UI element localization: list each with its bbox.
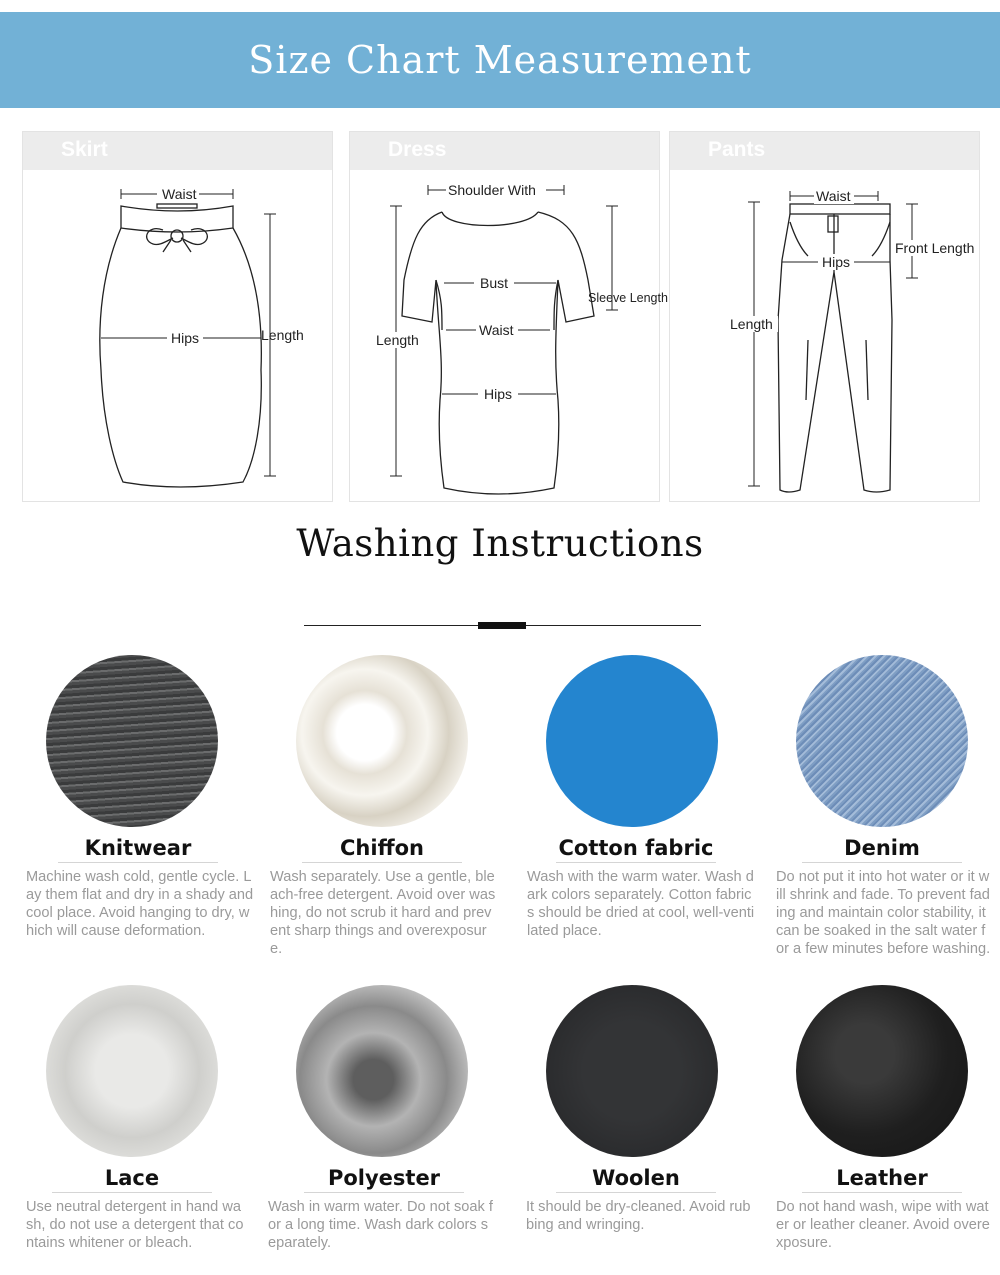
dress-bust-label: Bust xyxy=(480,275,509,291)
leather-swatch-icon xyxy=(796,985,968,1157)
dress-sleeve-label: Sleeve Length xyxy=(588,291,668,305)
dress-hips-label: Hips xyxy=(484,386,513,402)
denim-swatch-icon xyxy=(796,655,968,827)
fabric-description: Machine wash cold, gentle cycle. Lay them flat and dry in a shady and cool place. Avoid hanging to dry, which will cause deformation. xyxy=(26,869,254,939)
dress-length-label: Length xyxy=(376,332,419,348)
fabric-description: Wash with the warm water. Wash dark colors separately. Cotton fabrics should be dried at cool, well-ventilated place. xyxy=(527,869,755,939)
dress-diagram xyxy=(350,170,668,502)
chiffon-swatch-icon xyxy=(296,655,468,827)
dress-waist-label: Waist xyxy=(479,322,514,338)
size-chart-dress xyxy=(349,131,668,502)
section-divider-mark xyxy=(478,622,526,629)
fabric-name: Woolen xyxy=(556,1166,716,1193)
fabric-description: Wash in warm water. Do not soak for a long time. Wash dark colors separately. xyxy=(268,1199,493,1251)
skirt-hips-label: Hips xyxy=(171,330,200,346)
pants-front-length-label: Front Length xyxy=(895,240,975,256)
tab-skirt: Skirt xyxy=(23,132,332,170)
fabric-name: Chiffon xyxy=(302,836,462,863)
size-chart-skirt xyxy=(22,131,333,502)
knitwear-swatch-icon xyxy=(46,655,218,827)
skirt-diagram xyxy=(23,170,332,502)
tab-dress: Dress xyxy=(350,132,659,170)
skirt-waist-label: Waist xyxy=(162,186,197,202)
fabric-description: Wash separately. Use a gentle, bleach-free detergent. Avoid over washing, do not scrub it hard and prevent sharp things and overexposure. xyxy=(270,869,496,957)
fabric-name: Denim xyxy=(802,836,962,863)
pants-length-label: Length xyxy=(730,316,773,332)
fabric-description: Do not put it into hot water or it will shrink and fade. To prevent fading and maintain color stability, it can be soaked in the salt water for a few minutes before washing. xyxy=(776,869,991,957)
header-banner xyxy=(0,12,1000,108)
fabric-description: Do not hand wash, wipe with water or leather cleaner. Avoid overexposure. xyxy=(776,1199,990,1251)
fabric-name: Lace xyxy=(52,1166,212,1193)
fabric-name: Cotton fabric xyxy=(556,836,716,863)
fabric-description: Use neutral detergent in hand wash, do not use a detergent that contains whitener or bleach. xyxy=(26,1199,244,1251)
skirt-length-label: Length xyxy=(261,327,304,343)
pants-waist-label: Waist xyxy=(816,188,851,204)
washing-title: Washing Instructions xyxy=(296,522,704,565)
page-title: Size Chart Measurement xyxy=(248,38,752,82)
fabric-description: It should be dry-cleaned. Avoid rubbing and wringing. xyxy=(526,1199,751,1233)
lace-swatch-icon xyxy=(46,985,218,1157)
size-chart-pants xyxy=(669,131,980,502)
pants-diagram xyxy=(670,170,979,502)
fabric-name: Polyester xyxy=(304,1166,464,1193)
dress-shoulder-label: Shoulder With xyxy=(448,182,536,198)
cotton-swatch-icon xyxy=(546,655,718,827)
pants-hips-label: Hips xyxy=(822,254,851,270)
woolen-swatch-icon xyxy=(546,985,718,1157)
fabric-name: Knitwear xyxy=(58,836,218,863)
fabric-name: Leather xyxy=(802,1166,962,1193)
polyester-swatch-icon xyxy=(296,985,468,1157)
tab-pants: Pants xyxy=(670,132,979,170)
